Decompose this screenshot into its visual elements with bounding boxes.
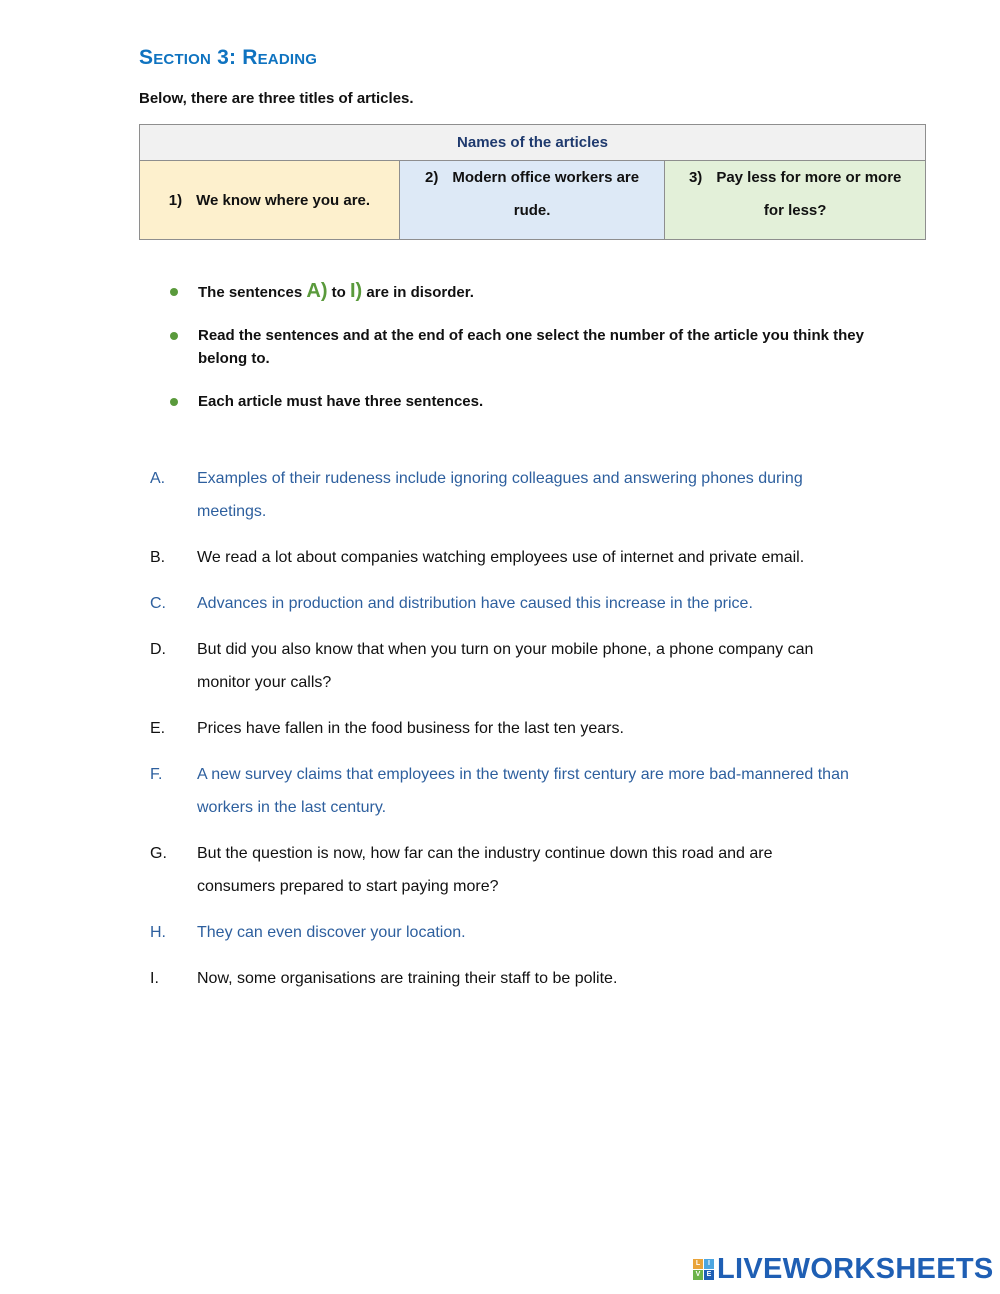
sentence-text: But did you also know that when you turn on your mobile phone, a phone company can monitor your calls? bbox=[197, 641, 814, 691]
sentence-c bbox=[150, 587, 850, 620]
article-3-number: 3) bbox=[688, 169, 703, 186]
sentence-list bbox=[150, 462, 850, 1008]
bullet-dot-icon bbox=[170, 332, 178, 340]
article-1-number: 1) bbox=[168, 191, 183, 209]
bullet-dot-icon bbox=[170, 398, 178, 406]
article-3-title: Pay less for more or more for less? bbox=[716, 169, 902, 219]
articles-table bbox=[139, 124, 926, 240]
sentence-f bbox=[150, 758, 850, 824]
instruction-item bbox=[170, 280, 870, 304]
instruction-text: are in disorder. bbox=[362, 284, 474, 301]
sentence-e bbox=[150, 712, 850, 745]
sentence-text: Now, some organisations are training their staff to be polite. bbox=[197, 970, 618, 987]
instruction-item bbox=[170, 390, 870, 413]
logo-square: I bbox=[704, 1259, 714, 1269]
sentence-label: I. bbox=[150, 970, 159, 987]
sentence-label: B. bbox=[150, 549, 166, 566]
table-header: Names of the articles bbox=[140, 125, 926, 161]
intro-text: Below, there are three titles of articles. bbox=[139, 90, 414, 107]
sentence-i bbox=[150, 962, 850, 995]
article-1-title: We know where you are. bbox=[196, 191, 371, 209]
sentence-text: Prices have fallen in the food business for the last ten years. bbox=[197, 720, 624, 737]
article-2-title: Modern office workers are rude. bbox=[452, 169, 640, 219]
sentence-h bbox=[150, 916, 850, 949]
logo-square: L bbox=[693, 1259, 703, 1269]
sentence-text: A new survey claims that employees in the twenty first century are more bad-mannered than workers in the last century. bbox=[197, 766, 849, 816]
instruction-list bbox=[170, 280, 870, 433]
bullet-dot-icon bbox=[170, 288, 178, 296]
instruction-item bbox=[170, 324, 870, 370]
logo-squares-icon bbox=[693, 1259, 714, 1280]
sentence-text: Advances in production and distribution have caused this increase in the price. bbox=[197, 595, 753, 612]
sentence-label: E. bbox=[150, 720, 166, 737]
instruction-text: The sentences bbox=[198, 284, 307, 301]
sentence-g bbox=[150, 837, 850, 903]
logo-square: E bbox=[704, 1270, 714, 1280]
sentence-text: But the question is now, how far can the industry continue down this road and are consumers prepared to start paying more? bbox=[197, 845, 773, 895]
sentence-d bbox=[150, 633, 850, 699]
sentence-a bbox=[150, 462, 850, 528]
sentence-label: A. bbox=[150, 470, 166, 487]
sentence-text: Examples of their rudeness include ignoring colleagues and answering phones during meetings. bbox=[197, 470, 803, 520]
sentence-text: They can even discover your location. bbox=[197, 924, 466, 941]
article-3-cell bbox=[665, 161, 926, 240]
article-2-number: 2) bbox=[425, 169, 439, 186]
sentence-label: C. bbox=[150, 595, 166, 612]
sentence-b bbox=[150, 541, 850, 574]
letter-i-label: I) bbox=[350, 280, 363, 302]
section-title: Section 3: Reading bbox=[139, 46, 318, 69]
liveworksheets-logo bbox=[693, 1253, 994, 1286]
instruction-text: Each article must have three sentences. bbox=[198, 393, 484, 410]
logo-square: V bbox=[693, 1270, 703, 1280]
sentence-label: H. bbox=[150, 924, 166, 941]
sentence-label: F. bbox=[150, 766, 163, 783]
sentence-label: G. bbox=[150, 845, 167, 862]
logo-text: LIVEWORKSHEETS bbox=[717, 1253, 994, 1285]
instruction-text: Read the sentences and at the end of each one select the number of the article you think they belong to. bbox=[198, 327, 864, 367]
sentence-label: D. bbox=[150, 641, 166, 658]
article-2-cell bbox=[399, 161, 665, 240]
article-1-cell bbox=[140, 161, 400, 240]
sentence-text: We read a lot about companies watching employees use of internet and private email. bbox=[197, 549, 805, 566]
instruction-text: to bbox=[327, 284, 350, 301]
letter-a-label: A) bbox=[306, 280, 328, 302]
